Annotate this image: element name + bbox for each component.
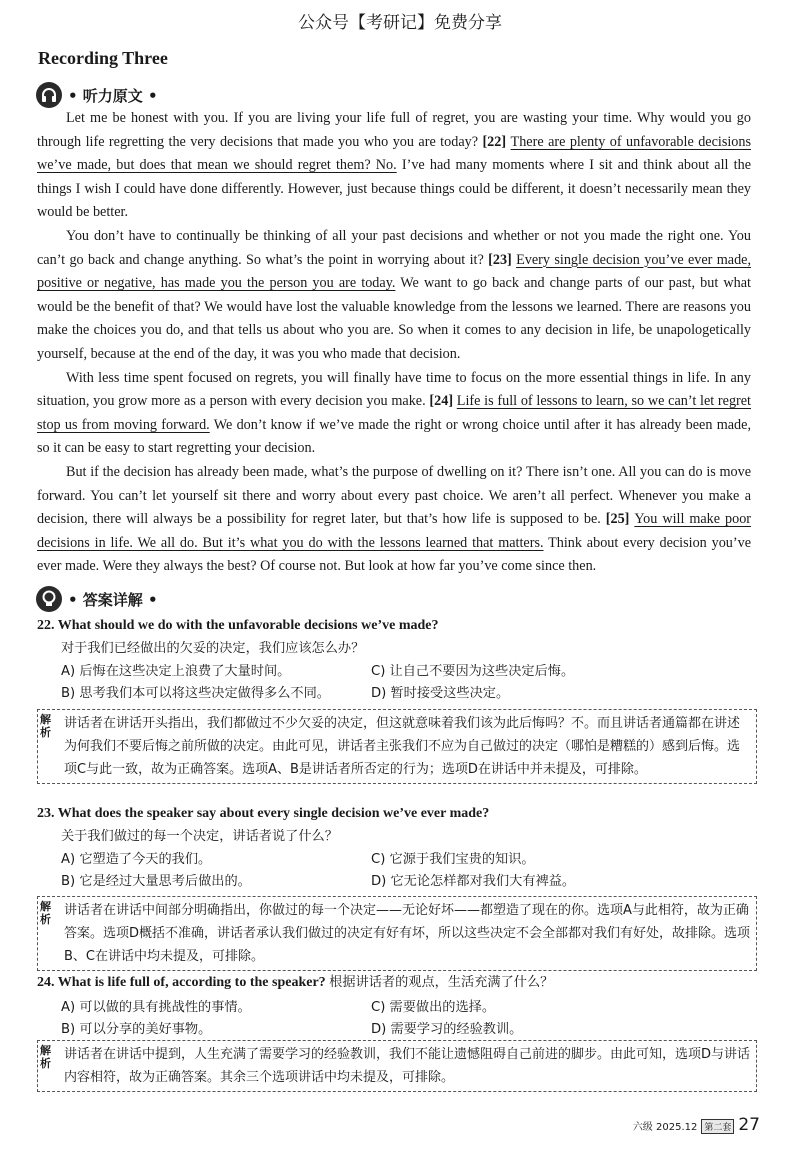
q22-option-c: C) 让自己不要因为这些决定后悔。 bbox=[371, 664, 575, 679]
transcript-passage bbox=[37, 107, 751, 579]
question-23: 23. What does the speaker say about every single decision we’ve ever made? 关于我们做过的每一个决定，讲话者说了什么？ A) 它塑造了今天的我们。 C) 它源于我们宝贵的知识。 B) 它是经过大量思考后做出的。 D) 它无论怎样都对我们大有裨益。 bbox=[37, 806, 757, 889]
q24-explanation: 解析 讲话者在讲话中提到，人生充满了需要学习的经验教训，我们不能让遗憾阻碍自己前进的脚步。由此可知，选项D与讲话内容相符，故为正确答案。其余三个选项讲话中均未提及，可排除。 bbox=[37, 1040, 757, 1092]
lightbulb-icon bbox=[36, 586, 62, 612]
page-header: 公众号【考研记】免费分享 bbox=[298, 13, 502, 33]
q24-option-b: B) 可以分享的美好事物。 bbox=[61, 1022, 212, 1037]
q23-option-b: B) 它是经过大量思考后做出的。 bbox=[61, 874, 251, 889]
q24-option-a: A) 可以做的具有挑战性的事情。 bbox=[61, 1000, 251, 1015]
q22-option-a: A) 后悔在这些决定上浪费了大量时间。 bbox=[61, 664, 291, 679]
paragraph-1: Let me be honest with you. If you are living your life full of regret, you are wasting your time. Why would you go through life regretting the very decisions that made you who you are today? [22] There are plenty of unfavorable decisions we’ve made, but does that mean we should regret them? No. I’ve had many moments where I sit and think about all the things I wish I could have done differently. However, just because things could be different, it doesn’t necessarily mean they would be better. bbox=[37, 110, 752, 221]
paragraph-2: You don’t have to continually be thinking of all your past decisions and whether or not you made the right one. You can’t go back and change anything. So what’s the point in worrying about it? [23] Every single decision you’ve ever made, positive or negative, has made you the person you are today. We want to go back and change parts of our past, but what would be the benefit of that? We would have lost the valuable knowledge from the lessons we learned. There are reasons you make the choices you do, and that tells us about who you are. So when it comes to any decision in life, be unapologetically yourself, because at the end of the day, it was you who made that decision. bbox=[37, 227, 752, 362]
section-answers-heading bbox=[36, 586, 158, 612]
q23-option-a: A) 它塑造了今天的我们。 bbox=[61, 852, 212, 867]
explanation-tag: 解析 bbox=[40, 900, 51, 926]
q22-option-d: D) 暂时接受这些决定。 bbox=[371, 686, 510, 701]
question-24: 24. What is life full of, according to the speaker? 根据讲话者的观点，生活充满了什么？ A) 可以做的具有挑战性的事情。 C) 需要做出的选择。 B) 可以分享的美好事物。 D) 需要学习的经验教训。 bbox=[37, 971, 757, 1037]
q23-option-c: C) 它源于我们宝贵的知识。 bbox=[371, 852, 535, 867]
q24-option-d: D) 需要学习的经验教训。 bbox=[371, 1022, 523, 1037]
q23-option-d: D) 它无论怎样都对我们大有裨益。 bbox=[371, 874, 576, 889]
question-22: 22. What should we do with the unfavorable decisions we’ve made? 对于我们已经做出的欠妥的决定，我们应该怎么办？ A) 后悔在这些决定上浪费了大量时间。 C) 让自己不要因为这些决定后悔。 B) 思考我们本可以将这些决定做得多么不同。 D) 暂时接受这些决定。 bbox=[37, 618, 757, 701]
q24-option-c: C) 需要做出的选择。 bbox=[371, 1000, 496, 1015]
q22-explanation: 解析 讲话者在讲话开头指出，我们都做过不少欠妥的决定，但这就意味着我们该为此后悔吗？不。而且讲话者通篇都在讲述为何我们不要后悔之前所做的决定。由此可见，讲话者主张我们不应为自己做过的决定（哪怕是糟糕的）感到后悔。选项C与此一致，故为正确答案。选项A、B是讲话者所否定的行为；选项D在讲话中并未提及，可排除。 bbox=[37, 709, 757, 784]
q23-explanation: 解析 讲话者在讲话中间部分明确指出，你做过的每一个决定——无论好坏——都塑造了现在的你。选项A与此相符，故为正确答案。选项D概括不准确，讲话者承认我们做过的决定有好有坏，所以这些决定不会全部都对我们有好处，故排除。选项B、C在讲话中均未提及，可排除。 bbox=[37, 896, 757, 971]
section-answers-label: • 答案详解 • bbox=[68, 590, 158, 609]
section-transcript-label: • 听力原文 • bbox=[68, 86, 158, 105]
page-footer bbox=[633, 1115, 760, 1135]
q22-option-b: B) 思考我们本可以将这些决定做得多么不同。 bbox=[61, 686, 330, 701]
footer-label: 六级 2025.12 bbox=[632, 1122, 698, 1133]
explanation-tag: 解析 bbox=[40, 1044, 51, 1070]
paragraph-4: But if the decision has already been made, what’s the purpose of dwelling on it? There isn’t one. All you can do is move forward. You can’t let yourself sit there and worry about every past choice. We aren’t all perfect. Whenever you make a decision, there will always be a possibility for regret later, but that’s how life is supposed to be. [25] You will make poor decisions in life. We all do. But it’s what you do with the lessons learned that matters. Think about every decision you’ve ever made. Were they always the best? Of course not. But look at how far you’ve come since then. bbox=[37, 463, 752, 575]
paragraph-3: With less time spent focused on regrets, you will finally have time to focus on the more essential things in life. In any situation, you grow more as a person with every decision you make. [24] Life is full of lessons to learn, so we can’t let regret stop us from moving forward. We don’t know if we’ve made the right or wrong choice until after it has already been made, so it can be easy to start regretting your decision. bbox=[37, 369, 752, 457]
explanation-tag: 解析 bbox=[40, 713, 51, 739]
section-transcript-heading bbox=[36, 82, 158, 108]
footer-set-badge: 第二套 bbox=[701, 1119, 734, 1134]
headphones-icon bbox=[36, 82, 62, 108]
recording-title: Recording Three bbox=[38, 48, 168, 68]
page-number: 27 bbox=[738, 1115, 760, 1135]
